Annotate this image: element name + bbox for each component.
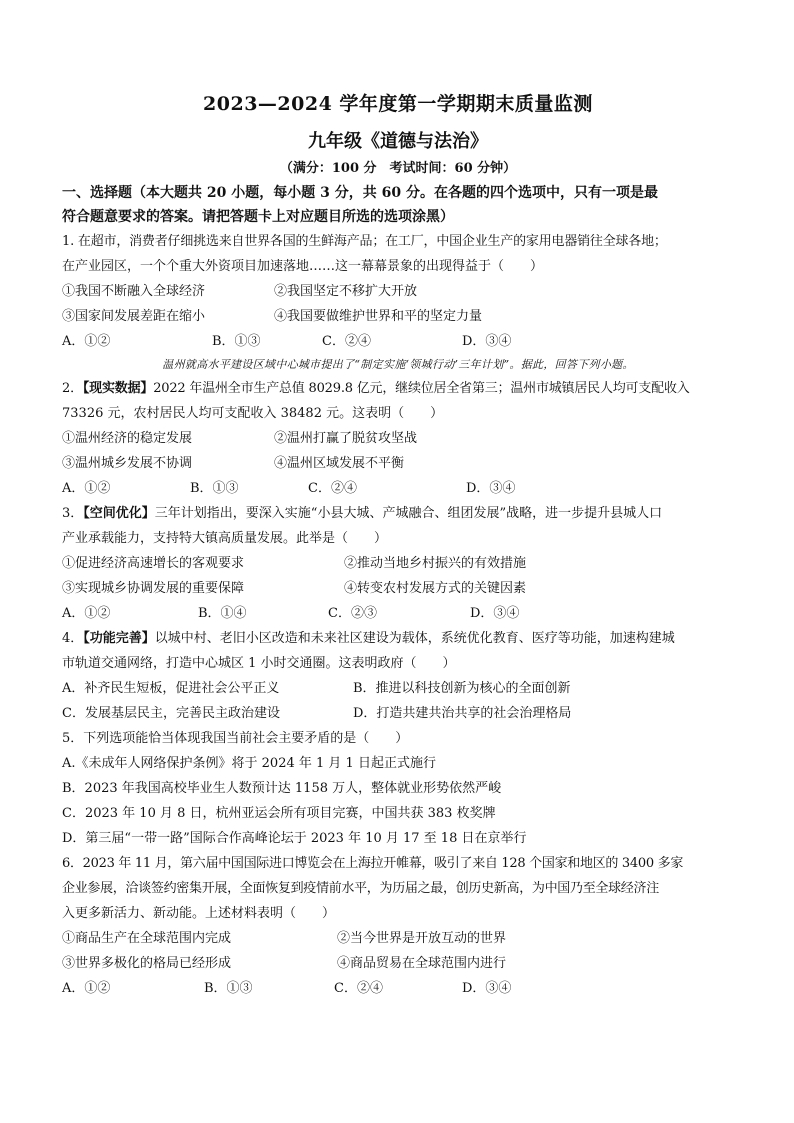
q1-statement-4: ④我国要做维护世界和平的坚定力量 (274, 309, 483, 324)
section-heading-line2: 符合题意要求的答案。请把答题卡上对应题目所选的选项涂黑） (62, 209, 454, 225)
q1-statement-2: ②我国坚定不移扩大开放 (274, 284, 418, 299)
q2-option-b[interactable]: B．①③ (190, 481, 239, 496)
q1-statements-row1 (62, 279, 734, 304)
q6-stem-line1: 6．2023 年 11 月，第六届中国国际进口博览会在上海拉开帷幕，吸引了来自 128 个国家和地区的 3400 多家 (62, 856, 684, 871)
exam-title: 2023—2024 学年度第一学期期末质量监测 (203, 93, 593, 115)
q1-option-a[interactable]: A．①② (62, 334, 111, 349)
q4-stem-line1 (62, 626, 734, 651)
q4-option-c[interactable]: C．发展基层民主，完善民主政治建设 (62, 706, 280, 721)
q6-statements-row1 (62, 926, 734, 951)
q1-options (62, 329, 734, 354)
q6-option-a[interactable]: A．①② (62, 981, 111, 996)
q5-option-d[interactable]: D．第三届“一带一路”国际合作高峰论坛于 2023 年 10 月 17 至 18 日在京举行 (62, 831, 527, 846)
q3-statements-row2 (62, 576, 734, 601)
q3-statement-1: ①促进经济高速增长的客观要求 (62, 556, 245, 571)
q3-option-a[interactable]: A．①② (62, 606, 111, 621)
q2-statement-2: ②温州打赢了脱贫攻坚战 (274, 431, 418, 446)
q1-option-c[interactable]: C．②④ (322, 334, 371, 349)
q3-option-d[interactable]: D．③④ (470, 606, 520, 621)
q6-statement-3: ③世界多极化的格局已经形成 (62, 956, 232, 971)
q4-option-b[interactable]: B．推进以科技创新为核心的全面创新 (353, 681, 571, 696)
q5-stem: 5．下列选项能恰当体现我国当前社会主要矛盾的是（ ） (62, 731, 409, 746)
section-heading-line1: 一、选择题（本大题共 20 小题，每小题 3 分，共 60 分。在各题的四个选项中，只有一项是最 (62, 185, 658, 201)
question-3 (62, 501, 734, 626)
q1-option-d[interactable]: D．③④ (462, 334, 512, 349)
q2-options (62, 476, 734, 501)
q2-number: 2． (62, 381, 83, 396)
q4-option-a[interactable]: A．补齐民生短板，促进社会公平正义 (62, 681, 280, 696)
q3-stem-text: 三年计划指出，要深入实施“小县大城、产城融合、组团发展”战略，进一步提升县城人口 (154, 506, 663, 521)
context-note: 温州就高水平建设区域中心城市提出了“制定实施‘领城行动’三年计划”。据此，回答下列小题。 (162, 358, 634, 371)
q6-option-c[interactable]: C．②④ (334, 981, 383, 996)
q3-number: 3． (62, 506, 84, 521)
q3-option-c[interactable]: C．②③ (328, 606, 377, 621)
q6-statement-2: ②当今世界是开放互动的世界 (337, 931, 507, 946)
q2-stem-text: 2022 年温州全市生产总值 8029.8 亿元，继续位居全省第三；温州市城镇居民人均可支配收入 (153, 381, 690, 396)
q3-stem-line1 (62, 501, 734, 526)
q4-stem-text: 以城中村、老旧小区改造和未来社区建设为载体，系统优化教育、医疗等功能，加速构建城 (154, 631, 675, 646)
q3-options (62, 601, 734, 626)
q4-option-d[interactable]: D．打造共建共治共享的社会治理格局 (353, 706, 572, 721)
question-6 (62, 851, 734, 1001)
q3-statement-4: ④转变农村发展方式的关键因素 (344, 581, 527, 596)
q1-stem-line1: 1. 在超市，消费者仔细挑选来自世界各国的生鲜海产品；在工厂，中国企业生产的家用电器销往全球各地； (62, 234, 667, 249)
q6-option-d[interactable]: D．③④ (462, 981, 512, 996)
q2-option-d[interactable]: D．③④ (466, 481, 516, 496)
q2-tag: 【现实数据】 (82, 381, 154, 396)
q2-option-c[interactable]: C．②④ (308, 481, 357, 496)
q3-option-b[interactable]: B．①④ (198, 606, 247, 621)
question-1 (62, 229, 734, 354)
q2-stem-line2: 73326 元，农村居民人均可支配收入 38482 元。这表明（ ） (62, 406, 444, 421)
question-5 (62, 726, 734, 851)
q6-statement-1: ①商品生产在全球范围内完成 (62, 931, 232, 946)
q2-statement-4: ④温州区域发展不平衡 (274, 456, 405, 471)
q3-statements-row1 (62, 551, 734, 576)
q4-stem-line2: 市轨道交通网络，打造中心城区 1 小时交通圈。这表明政府（ ） (62, 656, 456, 671)
q6-stem-line2: 企业参展，洽谈签约密集开展，全面恢复到疫情前水平，为历届之最，创历史新高，为中国乃至全球经济注 (62, 881, 659, 896)
exam-info: （满分：100 分 考试时间：60 分钟） (279, 161, 517, 176)
q5-option-b[interactable]: B．2023 年我国高校毕业生人数预计达 1158 万人，整体就业形势依然严峻 (62, 781, 502, 796)
q4-tag: 【功能完善】 (83, 631, 155, 646)
q6-options (62, 976, 734, 1001)
q3-tag: 【空间优化】 (83, 506, 155, 521)
q4-options-row1 (62, 676, 734, 701)
q3-stem-line2: 产业承载能力，支持特大镇高质量发展。此举是（ ） (62, 531, 388, 546)
q2-statements-row1 (62, 426, 734, 451)
q1-statements-row2 (62, 304, 734, 329)
q4-options-row2 (62, 701, 734, 726)
q6-stem-line3: 入更多新活力、新动能。上述材料表明（ ） (62, 906, 336, 921)
q1-statement-3: ③国家间发展差距在缩小 (62, 309, 206, 324)
q6-option-b[interactable]: B．①③ (204, 981, 253, 996)
question-4 (62, 626, 734, 726)
q1-option-b[interactable]: B．①③ (212, 334, 261, 349)
q2-statement-1: ①温州经济的稳定发展 (62, 431, 193, 446)
q5-option-c[interactable]: C．2023 年 10 月 8 日，杭州亚运会所有项目完赛，中国共获 383 枚奖牌 (62, 806, 496, 821)
exam-page (62, 92, 734, 1001)
q5-option-a[interactable]: A.《未成年人网络保护条例》将于 2024 年 1 月 1 日起正式施行 (62, 756, 436, 771)
q3-statement-3: ③实现城乡协调发展的重要保障 (62, 581, 245, 596)
question-2 (62, 376, 734, 501)
q6-statements-row2 (62, 951, 734, 976)
q2-statement-3: ③温州城乡发展不协调 (62, 456, 193, 471)
q6-statement-4: ④商品贸易在全球范围内进行 (337, 956, 507, 971)
q1-stem-line2: 在产业园区，一个个重大外资项目加速落地……这一幕幕景象的出现得益于（ ） (62, 259, 544, 274)
q1-statement-1: ①我国不断融入全球经济 (62, 284, 206, 299)
q4-number: 4． (62, 631, 84, 646)
q2-statements-row2 (62, 451, 734, 476)
q2-stem-line1 (62, 376, 734, 401)
q2-option-a[interactable]: A．①② (62, 481, 111, 496)
q3-statement-2: ②推动当地乡村振兴的有效措施 (344, 556, 527, 571)
exam-subtitle: 九年级《道德与法治》 (308, 131, 488, 152)
